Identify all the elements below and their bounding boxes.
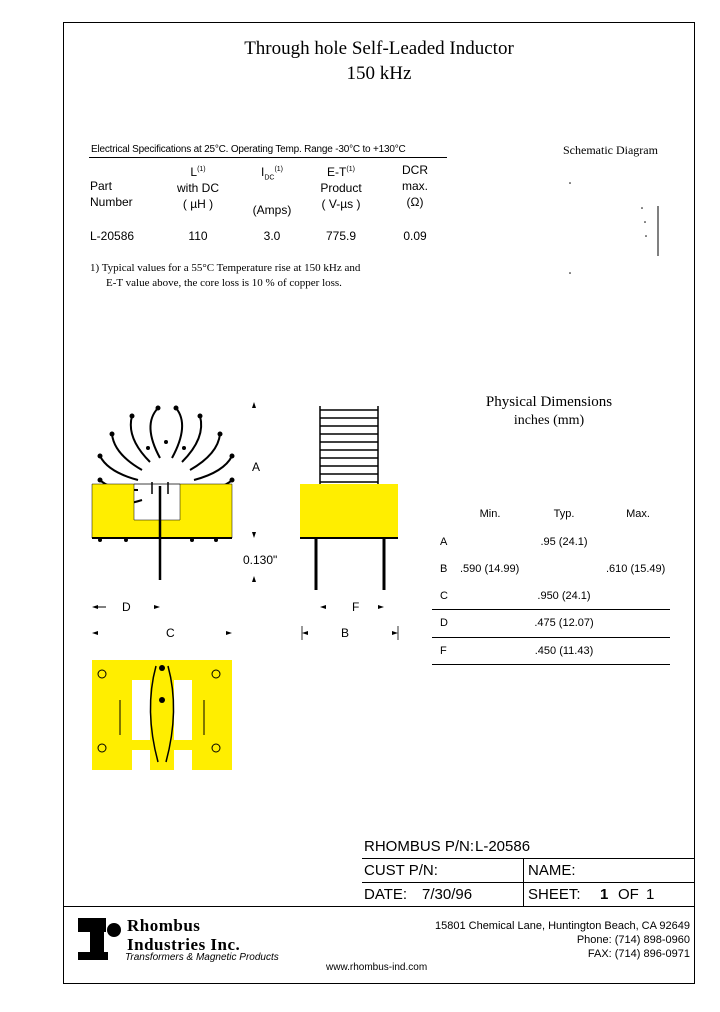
company-fax: FAX: (714) 896-0971: [587, 948, 690, 960]
dim-label-a: A: [252, 460, 261, 474]
titleblock-rule-2: [362, 882, 695, 883]
side-view-windings: [320, 406, 378, 484]
dim-label-b: B: [341, 626, 350, 640]
dim-label-c: C: [166, 626, 175, 640]
company-tagline: Transformers & Magnetic Products: [125, 952, 279, 963]
cell-et: 775.9: [325, 229, 357, 243]
mechanical-drawing: [80, 390, 420, 770]
front-view-base: [92, 484, 232, 538]
name-label: NAME:: [528, 862, 576, 879]
dim-row-d-typ: .475 (12.07): [534, 617, 594, 629]
cell-inductance: 110: [188, 229, 208, 243]
sheet-label: SHEET:: [528, 886, 581, 903]
company-phone: Phone: (714) 898-0960: [576, 934, 690, 946]
cell-idc: 3.0: [263, 229, 281, 243]
spec-conditions: Electrical Specifications at 25°C. Operating Temp. Range -30°C to +130°C: [91, 144, 406, 155]
date-value: 7/30/96: [422, 886, 473, 903]
sheet-total: 1: [646, 886, 655, 903]
dim-rule-3: [432, 664, 670, 665]
dim-title: Physical Dimensions: [485, 394, 613, 410]
dim-row-f-label: F: [440, 645, 447, 657]
col-et: $E-T^{(1)}$ Product ( V-µs ): [320, 165, 362, 211]
spec-note-1: 1) Typical values for a 55°C Temperature rise at 150 kHz and: [90, 262, 361, 274]
date-label: DATE:: [364, 886, 408, 903]
spec-rule: [89, 157, 447, 158]
schematic-diagram: [560, 170, 670, 280]
dim-row-b-min: .590 (14.99): [460, 563, 520, 575]
cell-part: L-20586: [90, 229, 135, 243]
col-inductance: $L^{(1)}$ with DC ( µH ): [176, 165, 219, 211]
col-idc: $I_{DC}^{(1)}$ (Amps): [252, 165, 292, 218]
dim-rule-2: [432, 637, 670, 638]
dim-row-b-label: B: [440, 563, 448, 575]
dim-rule-1: [432, 609, 670, 610]
titleblock-rule-3: [63, 906, 695, 907]
dim-row-c-label: C: [440, 590, 448, 602]
rhombus-logo-icon: [78, 918, 122, 960]
dim-label-lead: 0.130": [243, 553, 278, 567]
company-address: 15801 Chemical Lane, Huntington Beach, CA 92649: [434, 920, 690, 932]
pn-label: RHOMBUS P/N:: [364, 838, 475, 855]
side-view-base: [300, 484, 398, 538]
dim-header-typ: Typ.: [553, 508, 575, 520]
titleblock-rule-1: [362, 858, 695, 859]
dim-row-a-label: A: [440, 536, 448, 548]
cust-label: CUST P/N:: [364, 862, 438, 879]
schematic-title: Schematic Diagram: [563, 143, 658, 157]
cell-dcr: 0.09: [403, 229, 427, 243]
bottom-view-base: [92, 660, 232, 770]
title-line1: Through hole Self-Leaded Inductor: [244, 38, 514, 59]
dim-row-f-typ: .450 (11.43): [534, 645, 594, 657]
dim-label-f: F: [352, 600, 360, 614]
company-name-2: Industries Inc.: [127, 935, 241, 954]
col-part: Part Number: [90, 179, 133, 209]
dim-subtitle: inches (mm): [513, 413, 585, 428]
dim-header-min: Min.: [479, 508, 501, 520]
dim-row-a-typ: .95 (24.1): [540, 536, 588, 548]
sheet-number: 1: [600, 886, 609, 903]
dim-row-b-max: .610 (15.49): [606, 563, 666, 575]
title-line2: 150 kHz: [346, 63, 412, 84]
spec-note-2: E-T value above, the core loss is 10 % of copper loss.: [106, 277, 342, 289]
dim-header-max: Max.: [626, 508, 650, 520]
pn-value: L-20586: [475, 838, 531, 855]
dim-row-d-label: D: [440, 617, 448, 629]
sheet-of: OF: [618, 886, 639, 903]
dim-label-d: D: [122, 600, 131, 614]
dim-row-c-typ: .950 (24.1): [537, 590, 591, 602]
col-dcr: DCR max. (Ω): [401, 163, 428, 209]
company-website[interactable]: www.rhombus-ind.com: [326, 962, 428, 973]
company-name-1: Rhombus: [127, 916, 201, 935]
